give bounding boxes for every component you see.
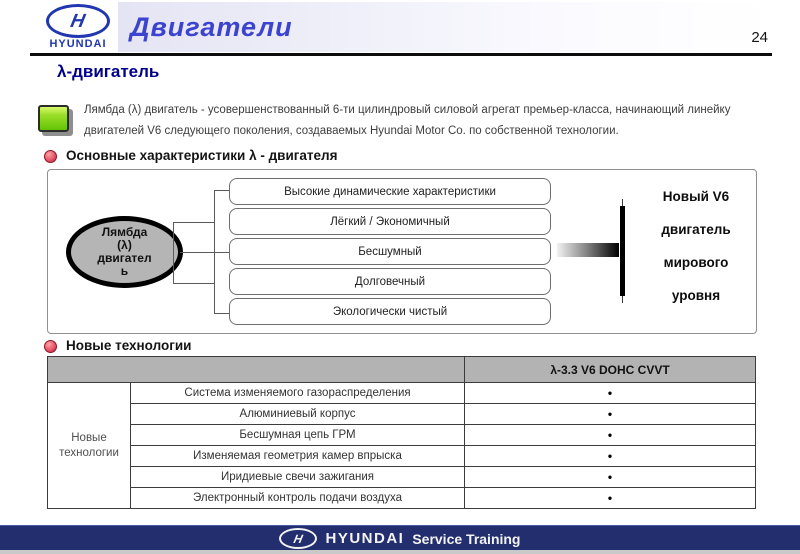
feature-box: Высокие динамические характеристики — [229, 178, 551, 205]
gradient-arrow-icon — [557, 243, 619, 257]
feature-box: Бесшумный — [229, 238, 551, 265]
lambda-heading: λ-двигатель — [57, 62, 160, 81]
table-row — [48, 446, 756, 467]
table-cell-mark: • — [465, 467, 756, 488]
characteristics-section-title: Основные характеристики λ - двигателя — [66, 148, 338, 163]
intro-paragraph: Лямбда (λ) двигатель - усовершенствованный 6-ти цилиндровый силовой агрегат премьер-класса, начинающий линейку двигателей V6 следующего поколения, создаваемых Hyundai Motor Co. по собственной технологии. — [84, 104, 731, 137]
connector-line — [214, 313, 229, 314]
ellipse-line: двигател — [97, 251, 152, 265]
table-row — [48, 404, 756, 425]
technologies-table — [47, 356, 756, 509]
table-cell-mark: • — [465, 446, 756, 467]
red-bullet-icon — [44, 150, 57, 163]
table-cell-mark: • — [465, 404, 756, 425]
table-cell-mark: • — [465, 488, 756, 509]
connector-line — [180, 252, 229, 253]
result-line: мирового — [663, 255, 729, 270]
page-title: Двигатели — [130, 12, 293, 42]
bottom-edge — [0, 550, 800, 554]
table-row — [48, 425, 756, 446]
table-cell-name: Электронный контроль подачи воздуха — [131, 488, 465, 509]
feature-box: Лёгкий / Экономичный — [229, 208, 551, 235]
connector-line — [173, 222, 214, 223]
table-row — [48, 488, 756, 509]
table-row — [48, 383, 756, 404]
footer-suffix: Service Training — [412, 530, 521, 547]
table-cell-mark: • — [465, 425, 756, 446]
lambda-engine-ellipse — [66, 216, 183, 288]
connector-line — [173, 222, 174, 284]
result-statement — [640, 180, 752, 312]
table-row — [48, 467, 756, 488]
connector-line — [214, 190, 229, 191]
table-cell-mark: • — [465, 383, 756, 404]
red-bullet-icon — [44, 340, 57, 353]
green-chip-icon — [38, 105, 69, 132]
ellipse-line: (λ) — [117, 238, 132, 252]
arrow-bar-icon — [620, 206, 625, 296]
table-header-row — [48, 357, 756, 383]
hyundai-logo-icon: H — [46, 4, 110, 38]
hyundai-logo-word: HYUNDAI — [49, 38, 107, 50]
connector-line — [214, 190, 215, 314]
table-group-label: Новые технологии — [48, 383, 131, 509]
table-cell-name: Иридиевые свечи зажигания — [131, 467, 465, 488]
feature-box: Долговечный — [229, 268, 551, 295]
result-line: Новый V6 — [662, 189, 730, 204]
footer-bar — [0, 525, 800, 551]
table-cell-name: Бесшумная цепь ГРМ — [131, 425, 465, 446]
table-cell-name: Система изменяемого газораспределения — [131, 383, 465, 404]
table-header-engine: λ-3.3 V6 DOHC CVVT — [465, 357, 756, 383]
technologies-section-title: Новые технологии — [66, 338, 192, 353]
footer-brand: HYUNDAI — [325, 530, 405, 547]
result-line: уровня — [671, 288, 721, 303]
header-divider — [30, 53, 772, 56]
page-number: 24 — [751, 29, 768, 46]
ellipse-line: ь — [120, 264, 129, 278]
hyundai-logo — [38, 4, 118, 52]
result-line: двигатель — [661, 222, 731, 237]
characteristics-diagram — [47, 169, 757, 334]
table-header-empty — [48, 357, 465, 383]
ellipse-line: Лямбда — [101, 225, 148, 239]
table-cell-name: Изменяемая геометрия камер впрыска — [131, 446, 465, 467]
hyundai-footer-logo-icon: H — [279, 528, 317, 549]
connector-line — [173, 283, 214, 284]
table-cell-name: Алюминиевый корпус — [131, 404, 465, 425]
feature-box: Экологически чистый — [229, 298, 551, 325]
